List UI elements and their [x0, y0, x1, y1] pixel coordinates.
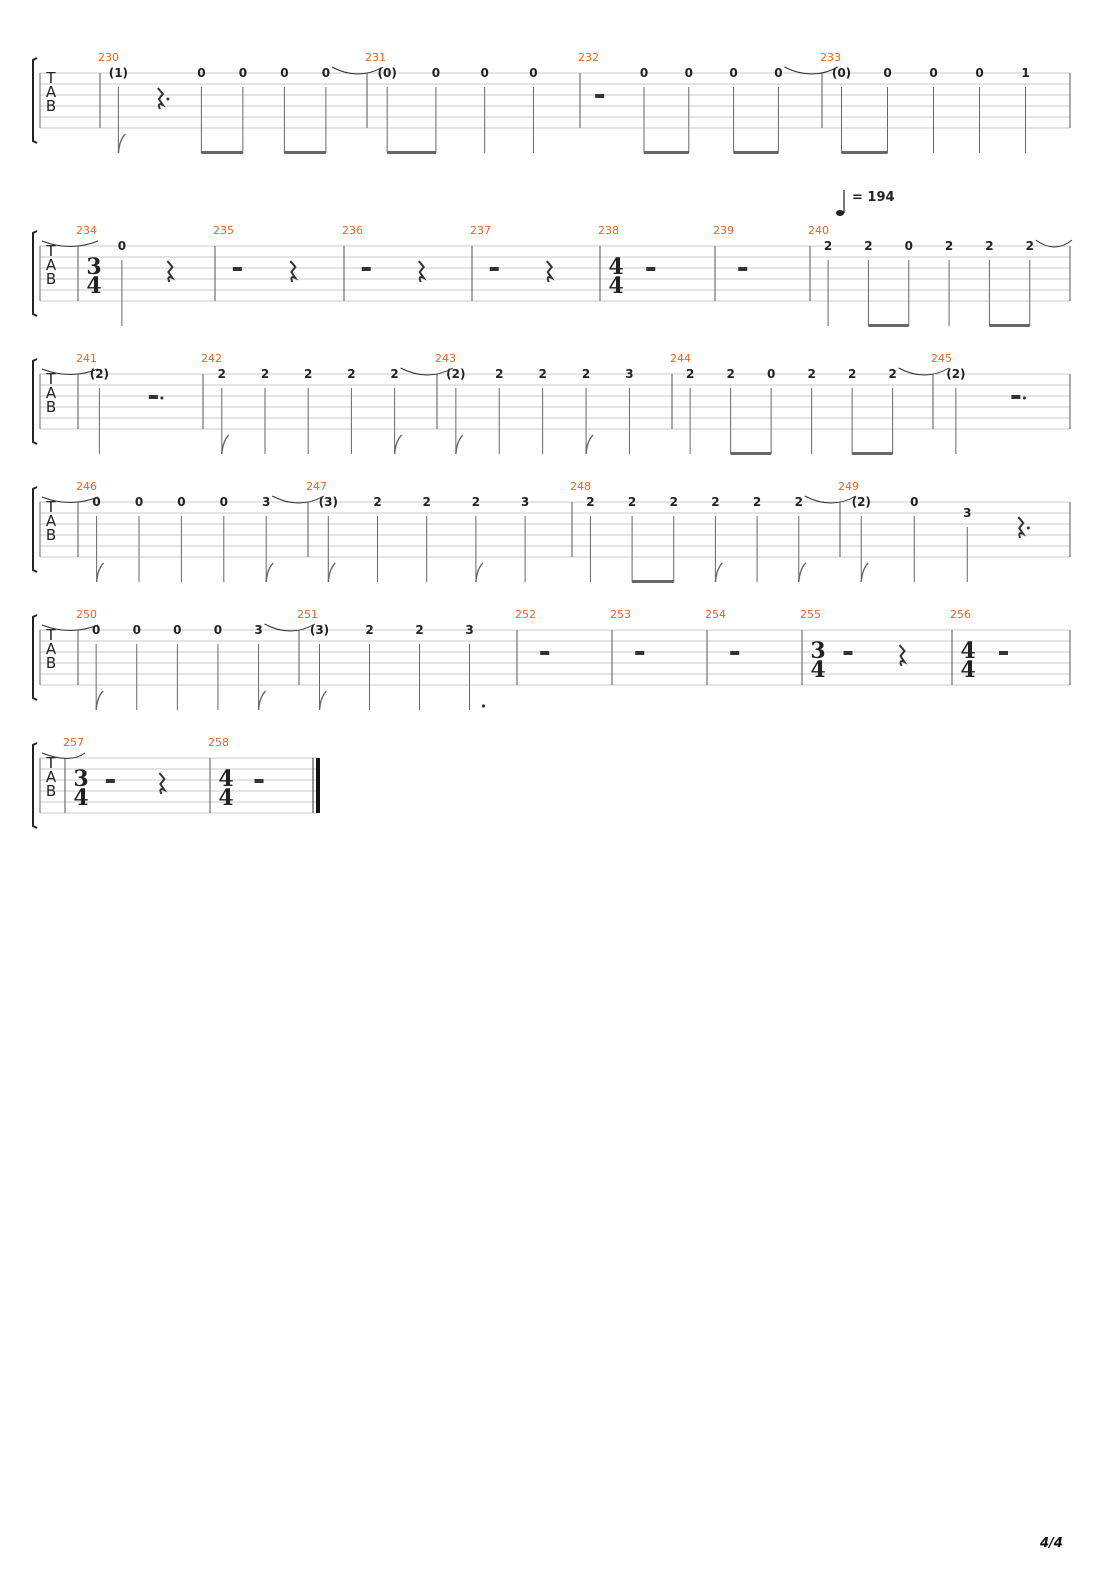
fret-number: 0: [639, 66, 649, 80]
half-rest: [646, 267, 655, 271]
fret-number: 3: [262, 495, 271, 509]
measure-number: 254: [705, 608, 726, 621]
tab-clef-letter: A: [45, 384, 57, 402]
time-signature-denominator: 4: [810, 657, 826, 683]
measure-number: 239: [713, 224, 734, 237]
measure-number: 249: [838, 480, 859, 493]
tab-clef-letter: A: [45, 83, 57, 101]
time-signature-denominator: 4: [73, 785, 89, 811]
half-rest: [255, 779, 264, 783]
fret-number: 2: [365, 623, 374, 637]
tab-clef-letter: B: [45, 526, 57, 544]
tab-clef-letter: T: [46, 69, 56, 87]
fret-number: (3): [318, 495, 338, 509]
measure-number: 246: [76, 480, 97, 493]
fret-number: 2: [538, 367, 547, 381]
note-flag: [799, 563, 806, 582]
beam: [284, 151, 326, 154]
half-rest: [595, 94, 604, 98]
fret-number: 0: [729, 66, 738, 80]
measure-number: 233: [820, 51, 841, 64]
fret-number: 0: [883, 66, 892, 80]
fret-number: (1): [108, 66, 129, 80]
fret-number: 0: [766, 367, 776, 381]
time-signature-numerator: 4: [608, 254, 624, 280]
fret-number: 2: [944, 239, 954, 253]
measure-number: 244: [670, 352, 691, 365]
time-signature-numerator: 4: [218, 766, 234, 792]
half-rest: [106, 779, 115, 783]
note-flag: [222, 435, 229, 454]
fret-number: 2: [217, 367, 226, 381]
half-rest: [730, 651, 739, 655]
half-rest: [149, 395, 158, 399]
note-flag: [96, 691, 103, 710]
note-flag: [456, 435, 463, 454]
fret-number: 2: [495, 367, 504, 381]
fret-number: 2: [1025, 239, 1034, 253]
system-bracket: [33, 615, 37, 700]
beam: [842, 151, 888, 154]
fret-number: 0: [431, 66, 441, 80]
note-flag: [97, 563, 104, 582]
page-number: 4/4: [1040, 1536, 1063, 1551]
half-rest: [233, 267, 242, 271]
fret-number: 2: [985, 239, 994, 253]
fret-number: 2: [373, 495, 382, 509]
beam: [989, 324, 1029, 327]
system-bracket: [33, 58, 37, 143]
system-bracket: [33, 487, 37, 572]
note-flag: [266, 563, 273, 582]
fret-number: 2: [752, 495, 762, 509]
fret-number: (2): [446, 367, 466, 381]
measure-number: 256: [950, 608, 971, 621]
beam: [852, 452, 893, 455]
rest-dot: [1023, 397, 1026, 400]
measure-number: 252: [515, 608, 536, 621]
measure-number: 236: [342, 224, 363, 237]
measure-number: 232: [578, 51, 599, 64]
note-flag: [395, 435, 402, 454]
fret-number: 0: [91, 623, 101, 637]
fret-number: 2: [581, 367, 591, 381]
fret-number: 2: [471, 495, 481, 509]
time-signature-numerator: 3: [73, 766, 89, 792]
time-signature-numerator: 4: [960, 638, 976, 664]
fret-number: 0: [238, 66, 248, 80]
tab-clef-letter: B: [45, 97, 57, 115]
fret-number: (2): [851, 495, 871, 509]
fret-number: 2: [726, 367, 735, 381]
measure-number: 242: [201, 352, 222, 365]
beam: [201, 151, 243, 154]
tab-clef-letter: A: [45, 640, 57, 658]
fret-number: 0: [904, 239, 913, 253]
note-flag: [586, 435, 593, 454]
fret-number: 0: [197, 66, 206, 80]
note-flag: [715, 563, 722, 582]
beam: [731, 452, 772, 455]
note-flag: [320, 691, 327, 710]
measure-number: 238: [598, 224, 619, 237]
fret-number: 0: [929, 66, 938, 80]
tab-clef-letter: B: [45, 270, 57, 288]
fret-number: 0: [684, 66, 693, 80]
tab-clef-letter: T: [46, 754, 56, 772]
measure-number: 231: [365, 51, 386, 64]
measure-number: 237: [470, 224, 491, 237]
half-rest: [635, 651, 644, 655]
fret-number: 0: [132, 623, 141, 637]
measure-number: 230: [98, 51, 119, 64]
fret-number: 3: [254, 623, 263, 637]
tab-clef-letter: T: [46, 498, 56, 516]
beam: [868, 324, 908, 327]
tab-clef-letter: B: [45, 782, 57, 800]
fret-number: 0: [910, 495, 919, 509]
time-signature-denominator: 4: [218, 785, 234, 811]
measure-number: 241: [76, 352, 97, 365]
tab-clef-letter: A: [45, 768, 57, 786]
half-rest: [999, 651, 1008, 655]
time-signature-denominator: 4: [86, 273, 102, 299]
fret-number: 3: [520, 495, 530, 509]
fret-number: 2: [888, 367, 897, 381]
tab-clef-letter: T: [46, 626, 56, 644]
fret-number: 0: [213, 623, 223, 637]
beam: [734, 151, 779, 154]
fret-number: 2: [823, 239, 833, 253]
tab-clef-letter: A: [45, 256, 57, 274]
fret-number: 2: [304, 367, 313, 381]
measure-number: 245: [931, 352, 952, 365]
tab-clef-letter: B: [45, 654, 57, 672]
fret-number: 0: [177, 495, 186, 509]
half-rest: [1011, 395, 1020, 399]
fret-number: 2: [347, 367, 356, 381]
measure-number: 243: [435, 352, 456, 365]
measure-number: 258: [208, 736, 229, 749]
beam: [644, 151, 689, 154]
half-rest: [738, 267, 747, 271]
measure-number: 240: [808, 224, 829, 237]
system-bracket: [33, 231, 37, 316]
fret-number: 2: [627, 495, 637, 509]
tempo-note-icon: [836, 210, 844, 216]
note-flag: [328, 563, 335, 582]
measure-number: 247: [306, 480, 327, 493]
rest-dot: [1027, 527, 1030, 530]
fret-number: 2: [390, 367, 399, 381]
fret-number: 3: [625, 367, 634, 381]
system-bracket: [33, 743, 37, 828]
time-signature-numerator: 3: [86, 254, 102, 280]
fret-number: 2: [586, 495, 595, 509]
fret-number: 2: [260, 367, 270, 381]
half-rest: [490, 267, 499, 271]
measure-number: 257: [63, 736, 84, 749]
fret-number: (0): [377, 66, 397, 80]
fret-number: 3: [963, 506, 972, 520]
fret-number: 3: [465, 623, 474, 637]
note-flag: [476, 563, 483, 582]
fret-number: 2: [415, 623, 424, 637]
rest-dot: [160, 397, 163, 400]
fret-number: 2: [685, 367, 695, 381]
fret-number: 2: [669, 495, 678, 509]
measure-number: 235: [213, 224, 234, 237]
measure-number: 253: [610, 608, 631, 621]
time-signature-denominator: 4: [960, 657, 976, 683]
note-flag: [259, 691, 266, 710]
fret-number: 0: [117, 239, 127, 253]
fret-number: (3): [309, 623, 330, 637]
tab-clef-letter: T: [46, 370, 56, 388]
rest-dot: [166, 98, 169, 101]
tab-clef-letter: A: [45, 512, 57, 530]
fret-number: (2): [89, 367, 110, 381]
fret-number: 2: [864, 239, 873, 253]
measure-number: 250: [76, 608, 97, 621]
measure-number: 234: [76, 224, 97, 237]
fret-number: 0: [321, 66, 331, 80]
fret-number: (0): [831, 66, 852, 80]
fret-number: 2: [807, 367, 816, 381]
tab-clef-letter: T: [46, 242, 56, 260]
note-flag: [861, 563, 868, 582]
system-bracket: [33, 359, 37, 444]
fret-number: 2: [794, 495, 803, 509]
beam: [387, 151, 436, 154]
half-rest: [844, 651, 853, 655]
fret-number: 0: [480, 66, 489, 80]
time-signature-numerator: 3: [810, 638, 826, 664]
measure-number: 255: [800, 608, 821, 621]
tab-clef-letter: B: [45, 398, 57, 416]
measure-number: 251: [297, 608, 318, 621]
fret-number: 0: [529, 66, 538, 80]
fret-number: 0: [134, 495, 144, 509]
fret-number: 0: [774, 66, 783, 80]
fret-number: 0: [280, 66, 289, 80]
fret-number: 1: [1021, 66, 1030, 80]
note-flag: [118, 134, 125, 153]
fret-number: 2: [711, 495, 720, 509]
fret-number: 2: [422, 495, 431, 509]
fret-number: (2): [946, 367, 966, 381]
half-rest: [362, 267, 371, 271]
tempo-marking: = 194: [852, 190, 895, 205]
time-signature-denominator: 4: [608, 273, 624, 299]
half-rest: [540, 651, 549, 655]
measure-number: 248: [570, 480, 591, 493]
fret-number: 0: [975, 66, 984, 80]
beam: [632, 580, 674, 583]
fret-number: 0: [173, 623, 182, 637]
fret-number: 0: [219, 495, 228, 509]
note-dot: [482, 704, 485, 707]
fret-number: 0: [92, 495, 101, 509]
fret-number: 2: [847, 367, 857, 381]
